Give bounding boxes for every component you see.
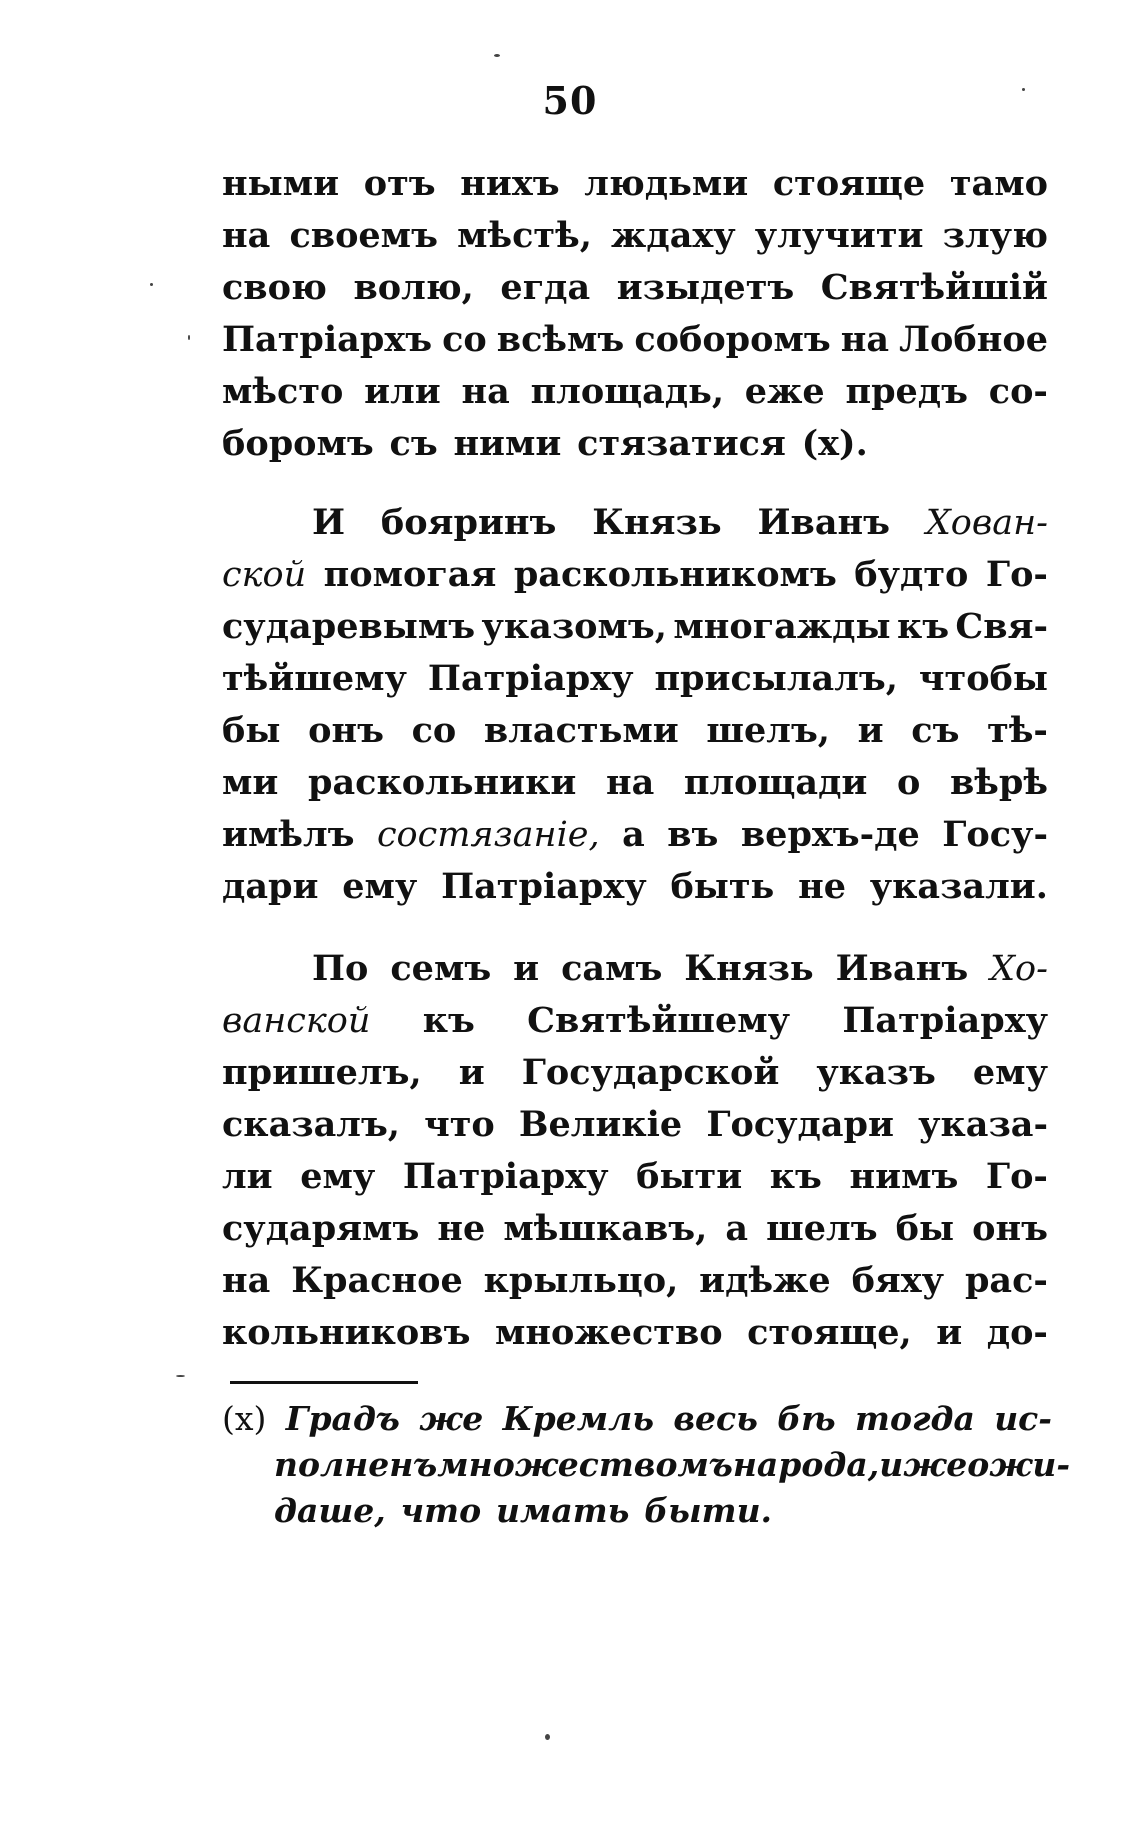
word: всѣмъ	[496, 319, 625, 360]
footnote-word: тогда	[855, 1399, 975, 1438]
word: Патріарху	[427, 658, 634, 699]
footnote-word: Градъ	[285, 1399, 400, 1438]
word: мѣсто	[222, 371, 344, 412]
footnote-word: даше,	[274, 1491, 386, 1530]
scan-speck	[176, 1375, 185, 1377]
word: сказалъ,	[222, 1104, 400, 1145]
text-line	[222, 943, 1048, 995]
word: Го-	[985, 554, 1048, 595]
word: улучити	[754, 215, 924, 256]
text-line	[222, 314, 1048, 366]
word: до-	[986, 1312, 1048, 1353]
text-line	[222, 995, 1048, 1047]
italic-word: Хован-	[925, 503, 1048, 543]
word: Го-	[985, 1156, 1048, 1197]
word: ему	[342, 866, 418, 907]
word: и	[857, 710, 884, 751]
word: ему	[972, 1052, 1048, 1093]
word: на	[222, 215, 271, 256]
word: ждаху	[611, 215, 736, 256]
text-line	[222, 158, 1048, 210]
footnote-word: народа,	[732, 1445, 880, 1484]
word: ли	[222, 1156, 273, 1197]
footnote-word: быти.	[644, 1491, 773, 1530]
word: Лобное	[899, 319, 1048, 360]
word: Великіе	[518, 1104, 683, 1145]
paragraph-3	[222, 943, 1048, 1359]
text-line	[222, 497, 1048, 549]
italic-word: ванской	[222, 1001, 371, 1041]
word: къ	[769, 1156, 822, 1197]
word: множество	[494, 1312, 723, 1353]
text-line	[222, 1307, 1048, 1359]
word: онъ	[972, 1208, 1048, 1249]
word: своемъ	[289, 215, 438, 256]
word: егда	[500, 267, 591, 308]
word: помогая	[323, 554, 497, 595]
footnote-separator	[230, 1381, 418, 1384]
word: Князь	[592, 502, 722, 543]
word: со	[442, 319, 487, 360]
word: ными	[222, 163, 340, 204]
text-line	[222, 653, 1048, 705]
footnote-word: Кремль	[502, 1399, 655, 1438]
word: и	[458, 1052, 485, 1093]
text-line	[222, 809, 1048, 861]
footnote-word: полненъ	[274, 1445, 438, 1484]
word: къ	[422, 1000, 475, 1041]
word: властьми	[483, 710, 679, 751]
word: верхъ-де	[740, 814, 920, 855]
footnote-line	[222, 1396, 1052, 1442]
word: съ	[911, 710, 960, 751]
word: съ	[389, 423, 438, 464]
word: нимъ	[849, 1156, 959, 1197]
word: или	[364, 371, 441, 412]
footnote-word: же	[419, 1399, 484, 1438]
word: еже	[744, 371, 825, 412]
word: площади	[683, 762, 868, 803]
word: мѣшкавъ,	[503, 1208, 708, 1249]
word: указомъ,	[481, 606, 667, 647]
footnote-word: множествомъ	[437, 1445, 733, 1484]
word: присылалъ,	[654, 658, 898, 699]
word: злую	[942, 215, 1048, 256]
text-line	[222, 705, 1048, 757]
word: людьми	[584, 163, 749, 204]
word: Государи	[706, 1104, 894, 1145]
word: Патріарху	[842, 1000, 1048, 1041]
word: тѣ-	[987, 710, 1048, 751]
text-line	[222, 366, 1048, 418]
word: указъ	[816, 1052, 936, 1093]
text-line	[222, 1047, 1048, 1099]
footnote-word: ис-	[994, 1399, 1052, 1438]
word: И	[312, 502, 346, 543]
word: волю,	[353, 267, 474, 308]
word: указали.	[869, 866, 1048, 907]
word: стояще	[772, 163, 926, 204]
word: сударямъ	[222, 1208, 420, 1249]
footnote-word: ожи-	[967, 1445, 1071, 1484]
word: отъ	[363, 163, 436, 204]
word: не	[798, 866, 846, 907]
text-line	[222, 1255, 1048, 1307]
word: ними	[453, 423, 562, 464]
word: бяху	[851, 1260, 945, 1301]
scan-speck	[494, 54, 500, 57]
word: Патріархъ	[222, 319, 433, 360]
word: семъ	[390, 948, 492, 989]
word: изыдетъ	[616, 267, 795, 308]
footnote-word: имать	[495, 1491, 630, 1530]
text-line	[222, 1203, 1048, 1255]
word: а	[622, 814, 645, 855]
text-line	[222, 1099, 1048, 1151]
word: самъ	[561, 948, 663, 989]
footnote-line	[222, 1442, 1071, 1488]
word: дари	[222, 866, 319, 907]
word: стязатися	[577, 423, 786, 464]
word: стояще,	[747, 1312, 912, 1353]
word: и	[936, 1312, 963, 1353]
text-line	[222, 861, 1048, 913]
word: на	[461, 371, 510, 412]
word: Святѣйшій	[820, 267, 1048, 308]
italic-word: Хо-	[990, 949, 1048, 989]
word: мѣстѣ,	[457, 215, 592, 256]
word: вѣрѣ	[949, 762, 1048, 803]
footnote-word: что	[400, 1491, 482, 1530]
italic-word: ской	[222, 555, 307, 595]
word: раскольникомъ	[513, 554, 837, 595]
word: будто	[854, 554, 969, 595]
word: имѣлъ	[222, 814, 355, 855]
footnote-mark: (х)	[222, 1399, 267, 1438]
word: бояринъ	[380, 502, 557, 543]
word: шелъ	[766, 1208, 878, 1249]
word: указа-	[918, 1104, 1048, 1145]
word: тамо	[949, 163, 1048, 204]
text-line	[222, 1151, 1048, 1203]
word: въ	[667, 814, 719, 855]
word: и	[513, 948, 540, 989]
footnote-word: весь	[673, 1399, 758, 1438]
word: предъ	[845, 371, 968, 412]
word: на	[222, 1260, 271, 1301]
footnote-word: иже	[879, 1445, 968, 1484]
word: не	[437, 1208, 486, 1249]
word: на	[605, 762, 655, 803]
word: нихъ	[460, 163, 560, 204]
word: Красное	[291, 1260, 463, 1301]
word: чтобы	[918, 658, 1048, 699]
word: пришелъ,	[222, 1052, 422, 1093]
word: бы	[222, 710, 281, 751]
word: тѣйшему	[222, 658, 407, 699]
text-line	[222, 210, 1048, 262]
word: По	[312, 948, 369, 989]
word: о	[896, 762, 921, 803]
paragraph-1	[222, 158, 1048, 470]
scan-speck	[1022, 88, 1025, 91]
word: площадь,	[530, 371, 725, 412]
word: что	[424, 1104, 495, 1145]
text-line	[222, 418, 1048, 470]
word: Патріарху	[402, 1156, 609, 1197]
word: свою	[222, 267, 327, 308]
word: соборомъ	[634, 319, 831, 360]
word: Госу-	[942, 814, 1048, 855]
scan-speck	[545, 1734, 550, 1740]
word: со-	[988, 371, 1048, 412]
word: крыльцо,	[483, 1260, 679, 1301]
word: рас-	[964, 1260, 1048, 1301]
word: многажды	[673, 606, 891, 647]
word: на	[840, 319, 890, 360]
text-line	[222, 757, 1048, 809]
scan-speck	[188, 335, 190, 340]
word: къ	[896, 606, 950, 647]
scan-speck	[150, 283, 153, 286]
footnote-reference: (х).	[801, 423, 868, 464]
word: кольниковъ	[222, 1312, 471, 1353]
word: Иванъ	[835, 948, 969, 989]
word: Патріарху	[441, 866, 647, 907]
text-line	[222, 262, 1048, 314]
italic-word: состязаніе,	[376, 815, 600, 855]
word: а	[725, 1208, 749, 1249]
word: бы	[895, 1208, 955, 1249]
text-line	[222, 601, 1048, 653]
word: быти	[636, 1156, 743, 1197]
word: Святѣйшему	[527, 1000, 791, 1041]
word: Князь	[684, 948, 814, 989]
word: раскольники	[308, 762, 577, 803]
word: боромъ	[222, 423, 374, 464]
word: быть	[670, 866, 775, 907]
text-line	[222, 549, 1048, 601]
page-number: 50	[542, 78, 598, 123]
word: шелъ,	[706, 710, 830, 751]
word: ему	[300, 1156, 376, 1197]
paragraph-2	[222, 497, 1048, 913]
footnote-line	[222, 1488, 1052, 1534]
word: сударевымъ	[222, 606, 476, 647]
word: онъ	[308, 710, 384, 751]
word: со	[411, 710, 457, 751]
word: Государской	[521, 1052, 780, 1093]
footnote	[222, 1396, 1071, 1534]
word: Свя-	[955, 606, 1048, 647]
word: идѣже	[699, 1260, 831, 1301]
footnote-word: бѣ	[777, 1399, 836, 1438]
word: ми	[222, 762, 279, 803]
word: Иванъ	[757, 502, 891, 543]
